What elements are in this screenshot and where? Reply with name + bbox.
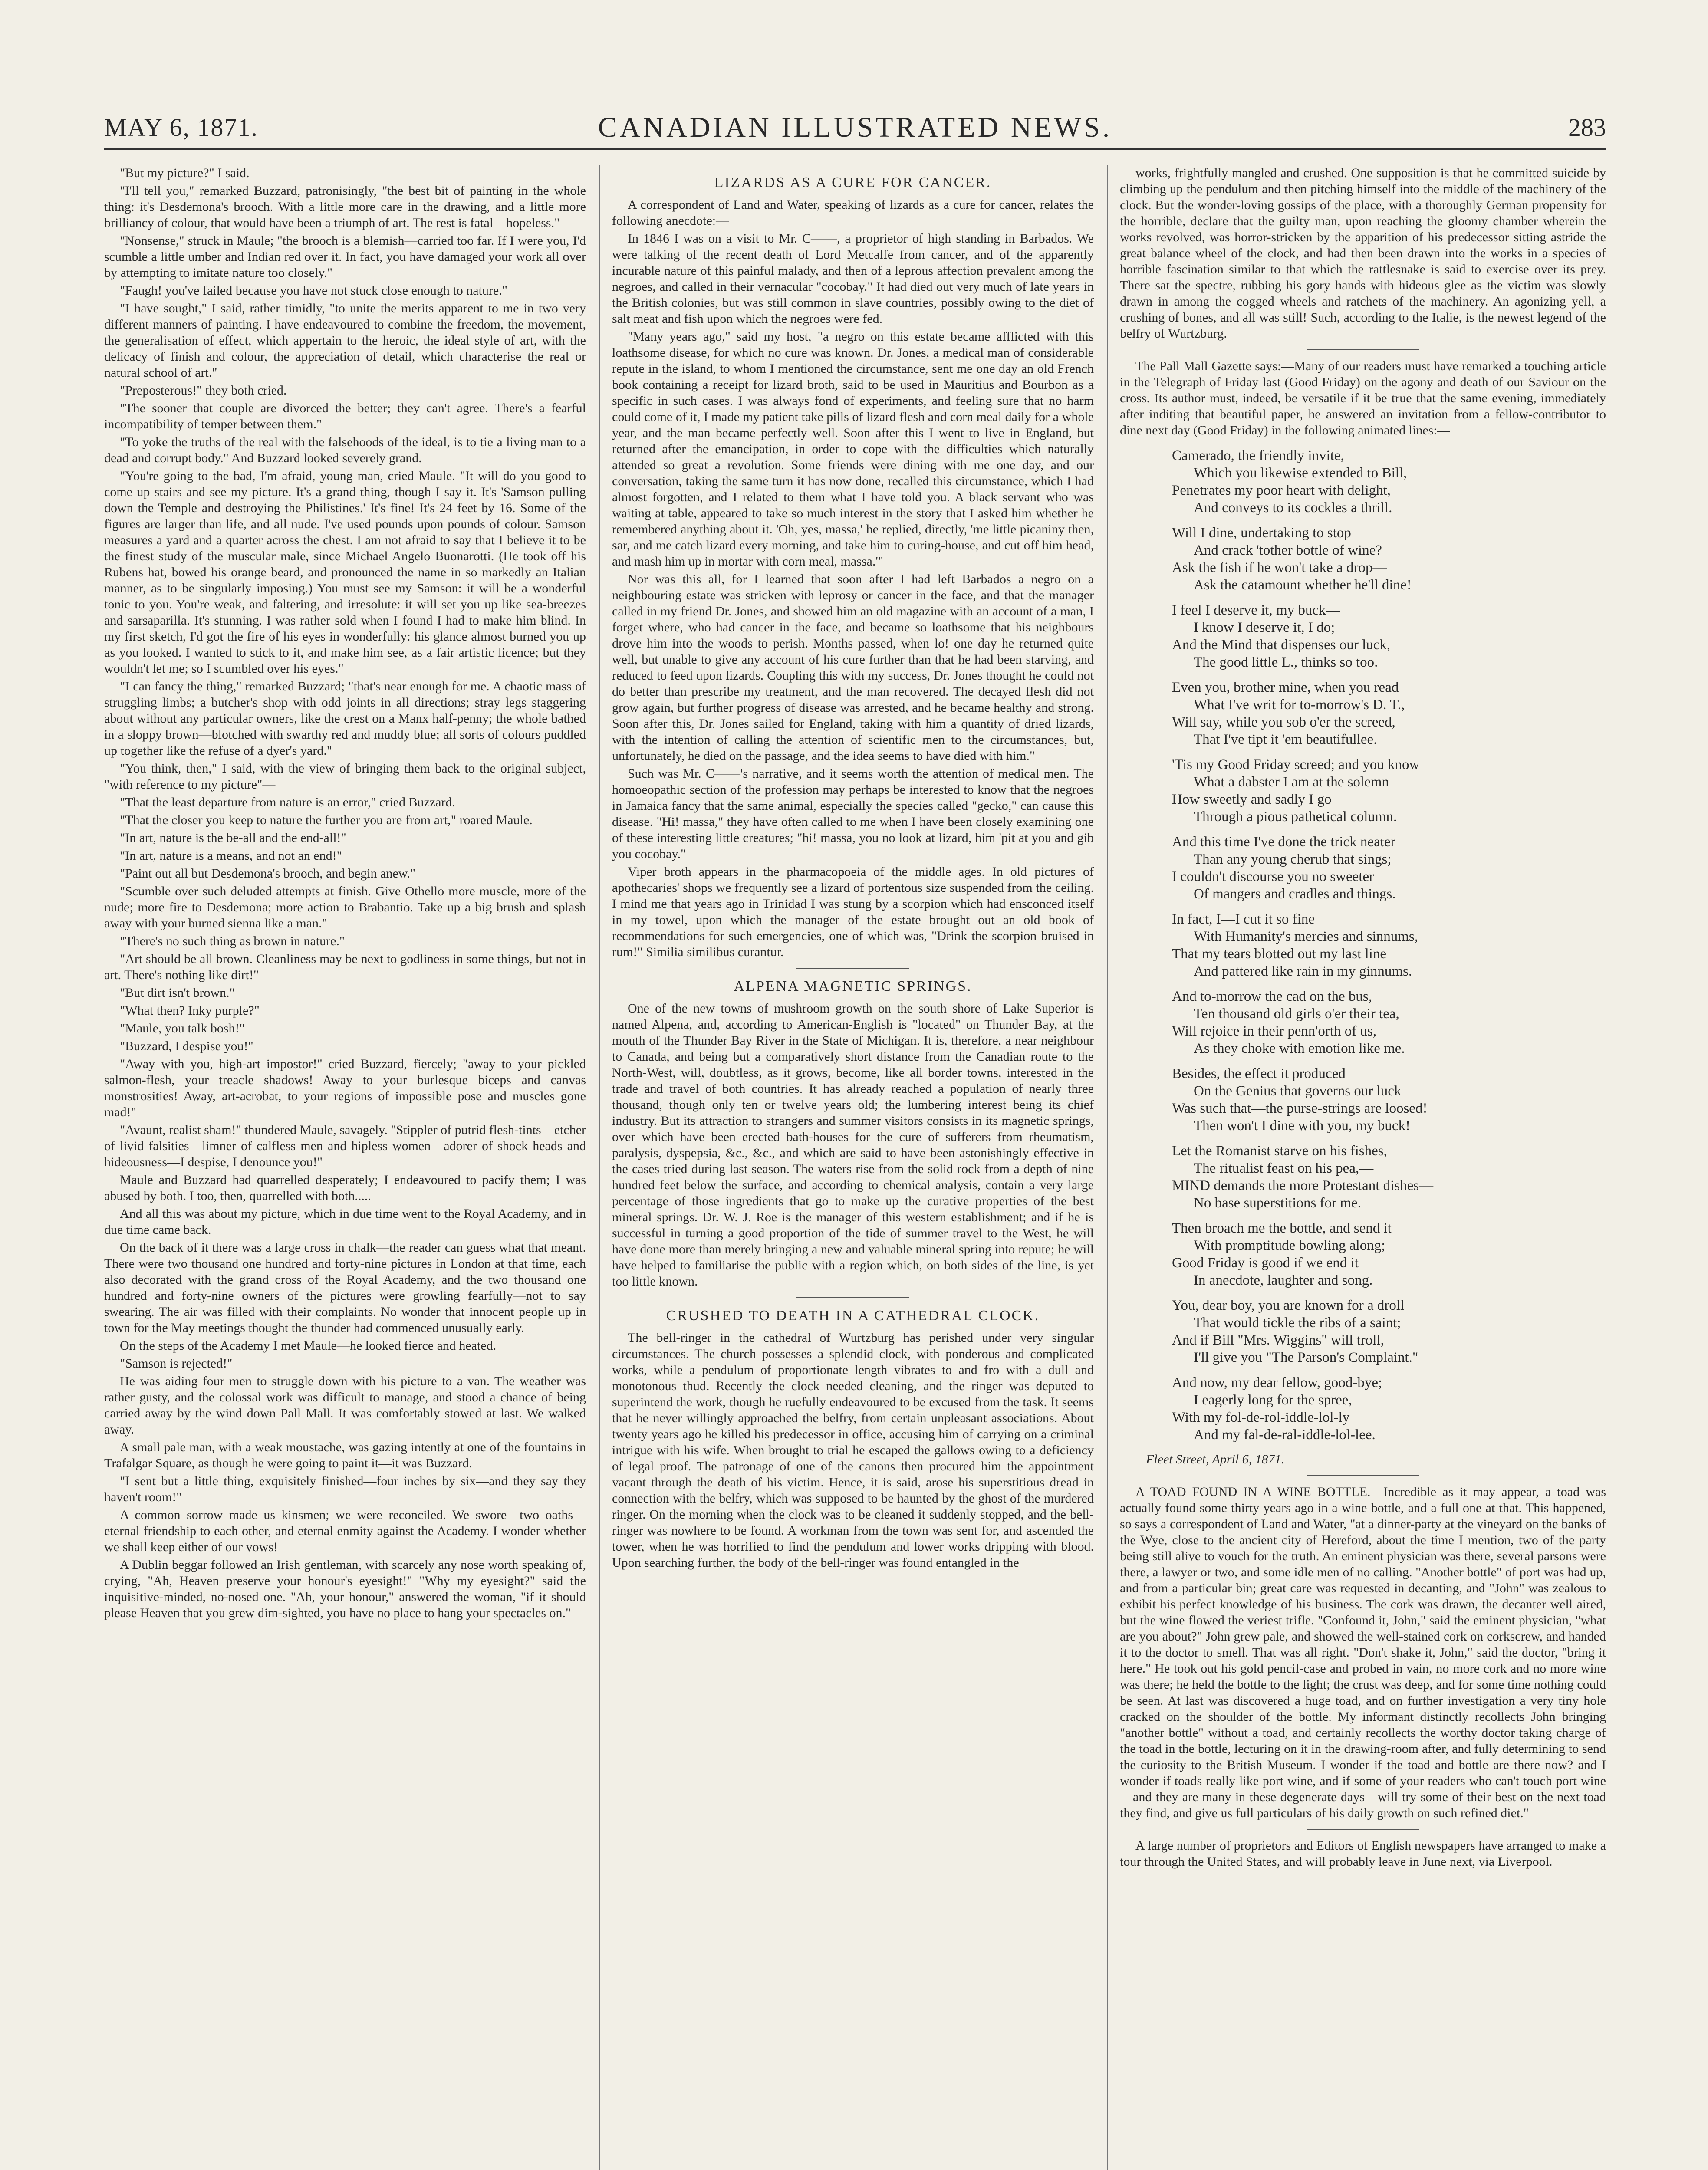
clock-article-continued: [1120, 165, 1606, 342]
poem-stanza: [1172, 1065, 1606, 1134]
story-art-critics: [104, 165, 586, 1621]
paragraph: "But dirt isn't brown.": [120, 986, 235, 1000]
paragraph: "I sent but a little thing, exquisitely finished—four inches by six—and they say they haven't room!": [104, 1474, 586, 1504]
page-number: 283: [1568, 113, 1606, 141]
paragraph: A correspondent of Land and Water, speaking of lizards as a cure for cancer, relates the following anecdote:—: [612, 197, 1094, 228]
poem-line: And my fal-de-ral-iddle-lol-lee.: [1194, 1427, 1376, 1443]
poem-line: And crack 'tother bottle of wine?: [1194, 542, 1382, 558]
paragraph: A Dublin beggar followed an Irish gentleman, with scarcely any nose worth speaking of, crying, "Ah, Heaven preserve your honour's eyesight!" "Why my eyesight?" said the inquisitive-minded, no-nosed one. "Ah, your honour," answered the woman, "if it should please Heaven that you grew dim-sighted, you have no place to hang your spectacles on.": [104, 1558, 586, 1620]
poem-line: And this time I've done the trick neater: [1172, 834, 1395, 850]
poem-stanza: [1172, 1297, 1606, 1366]
poem-line: That would tickle the ribs of a saint;: [1194, 1315, 1401, 1331]
paragraph: "I can fancy the thing," remarked Buzzard; "that's near enough for me. A chaotic mass of struggling limbs; a butcher's shop with odd joints in all directions; stray legs staggering about without any particular owners, like the crest on a Manx half-penny; the whole bathed in a sloppy brown—blotched with swarthy red and muddy blue; all sorts of colours puddled up together like the refuse of a dyer's yard.": [104, 679, 586, 758]
poem-line: With Humanity's mercies and sinnums,: [1194, 929, 1418, 944]
poem-line: Ask the fish if he won't take a drop—: [1172, 560, 1387, 575]
paragraph: He was aiding four men to struggle down with his picture to a van. The weather was rather gusty, and the colossal work was difficult to manage, and stood a chance of being carried away by the wind down Pall Mall. It was comfortably stowed at last. We walked away.: [104, 1374, 586, 1437]
poem-line: Will I dine, undertaking to stop: [1172, 525, 1351, 541]
alpena-article: [612, 1000, 1094, 1289]
editors-notice: [1120, 1838, 1606, 1870]
paragraph: "In art, nature is the be-all and the end-all!": [120, 831, 346, 845]
poem-stanza: [1172, 1374, 1606, 1443]
poem-line: How sweetly and sadly I go: [1172, 792, 1332, 807]
issue-date: MAY 6, 1871.: [104, 113, 258, 141]
pall-mall-article: [1120, 358, 1606, 438]
paragraph: A large number of proprietors and Editors of English newspapers have arranged to make a tour through the United States, and will probably leave in June next, via Liverpool.: [1120, 1838, 1606, 1869]
paragraph: "Many years ago," said my host, "a negro on this estate became afflicted with this loathsome disease, for which no cure was known. Dr. Jones, a medical man of considerable repute in the island, to whom I mentioned the circumstance, sent me one day an old French book containing a receipt for lizard broth, said to be used in Mauritius and Bourbon as a specific in such cases. I was always fond of experiments, and feeling sure that no harm could come of it, I made my patient take pills of lizard flesh and corn meal daily for a whole year, and the man became perfectly well. Soon after this I went to live in England, but returned after the emancipation, in order to cope with the difficulties which naturally attended so great a revolution. Some friends were dining with me one day, and our conversation, taking the same turn it has now done, recalled this circumstance, which I had almost forgotten, and I related to them what I have told you. A black servant who was waiting at table, appeared to take so much interest in the story that I asked him whether he remembered anything about it. 'Oh, yes, massa,' he replied, directly, 'me little picaniny then, sar, and me catch lizard every morning, and take him to curing-house, and cut off him head, and mash him up in mortar with corn meal, massa.'": [612, 329, 1094, 569]
poem-line: Through a pious pathetical column.: [1194, 809, 1397, 825]
poem-line: Let the Romanist starve on his fishes,: [1172, 1143, 1387, 1159]
paragraph: On the back of it there was a large cross in chalk—the reader can guess what that meant. There were two thousand one hundred and forty-nine pictures in London at that time, each also decorated with the grand cross of the Royal Academy, and the two thousand one hundred and forty-nine owners of the pictures were growling fearfully—not to say swearing. The air was filled with their complaints. No wonder that innocent people up in town for the May meetings thought the thunder had commenced unusually early.: [104, 1240, 586, 1335]
paragraph: And all this was about my picture, which in due time went to the Royal Academy, and in due time came back.: [104, 1207, 586, 1237]
poem-line: And pattered like rain in my ginnums.: [1194, 963, 1412, 979]
paragraph: "In art, nature is a means, and not an end!": [120, 848, 342, 863]
poem-line: I'll give you "The Parson's Complaint.": [1194, 1350, 1418, 1365]
lizards-article: [612, 197, 1094, 960]
poem-stanza: [1172, 756, 1606, 825]
poem-stanza: [1172, 1220, 1606, 1289]
poem-line: Penetrates my poor heart with delight,: [1172, 483, 1391, 498]
poem-line: No base superstitions for me.: [1194, 1195, 1361, 1211]
paragraph: One of the new towns of mushroom growth on the south shore of Lake Superior is named Alpena, and, according to American-English is "located" on Thunder Bay, at the mouth of the Thunder Bay River in the State of Michigan. It is, therefore, a near neighbour to Canada, and being but a comparatively short distance from the Canadian route to the North-West, will, doubtless, as it grows, become, like all border towns, interested in the trade and travel of both countries. It has already reached a population of nearly three thousand, though only ten or twelve years old; the lumbering interest being its chief industry. But its attraction to strangers and summer visitors consists in its magnetic springs, over which have been erected bath-houses for the cure of sufferers from rheumatism, paralysis, dyspepsia, &c., &c., and which are said to have been astonishingly effective in the cases tried during last season. The waters rise from the solid rock from a depth of nine hundred feet below the surface, and according to chemical analysis, contain a very large percentage of those ingredients that go to make up the curative properties of the best mineral springs. Dr. W. J. Roe is the manager of this western establishment; and if he is successful in turning a good proportion of the tide of summer travel to the West, he will have done more than merely bringing a new and valuable mineral spring into repute; he will have helped to familiarise the public with a region which, on both sides of the line, is yet too little known.: [612, 1001, 1094, 1289]
paragraph: Such was Mr. C——'s narrative, and it seems worth the attention of medical men. The homoeopathic section of the profession may perhaps be interested to know that the negroes in Jamaica fancy that the same animal, especially the species called "gecko," can cause this disease. "Hi! massa," they have often called to me when I have been closely examining one of these interesting little creatures; "hi! massa, you no look at lizard, him 'pit at you and gib you cocobay.": [612, 766, 1094, 861]
paragraph: "That the least departure from nature is an error," cried Buzzard.: [120, 795, 455, 809]
poem-line: With promptitude bowling along;: [1194, 1238, 1385, 1253]
poem-line: In fact, I—I cut it so fine: [1172, 911, 1315, 927]
divider: [1307, 1829, 1419, 1830]
poem-stanza: [1172, 1142, 1606, 1212]
poem-line: And if Bill "Mrs. Wiggins" will troll,: [1172, 1332, 1384, 1348]
paragraph: "But my picture?" I said.: [120, 166, 250, 180]
paragraph: works, frightfully mangled and crushed. One supposition is that he committed suicide by climbing up the pendulum and then pitching himself into the middle of the machinery of the clock. But the wonder-loving gossips of the place, with a thoroughly German propensity for the horrible, declare that the guilty man, upon reaching the gloomy chamber wherein the works revolved, was horror-stricken by the apparition of his predecessor sitting astride the great balance wheel of the clock, and had then been drawn into the works in a species of horrible fascination similar to that which the rattlesnake is said to exercise over its prey. There sat the spectre, rubbing his gory hands with hideous glee as the victim was slowly drawn in among the cogged wheels and ratchets of the machinery. An agonizing yell, a crushing of bones, and all was still! Such, according to the Italie, is the newest legend of the belfry of Wurtzburg.: [1120, 166, 1606, 341]
paragraph: "You think, then," I said, with the view of bringing them back to the original subject, "with reference to my picture"—: [104, 761, 586, 792]
poem-line: And the Mind that dispenses our luck,: [1172, 637, 1391, 653]
paragraph: "Buzzard, I despise you!": [120, 1039, 253, 1053]
paragraph: The Pall Mall Gazette says:—Many of our readers must have remarked a touching article in the Telegraph of Friday last (Good Friday) on the agony and death of our Saviour on the cross. Its author must, indeed, be versatile if it be true that the same evening, immediately after inditing that beautiful paper, he answered an invitation from a fellow-contributor to dine next day (Good Friday) in the following animated lines:—: [1120, 359, 1606, 437]
poem-line: Then broach me the bottle, and send it: [1172, 1220, 1392, 1236]
poem-line: Then won't I dine with you, my buck!: [1194, 1118, 1411, 1134]
poem-signature: Fleet Street, April 6, 1871.: [1146, 1452, 1285, 1466]
paragraph: "Paint out all but Desdemona's brooch, and begin anew.": [120, 866, 416, 881]
poem-line: And conveys to its cockles a thrill.: [1194, 500, 1392, 516]
paragraph: "Preposterous!" they both cried.: [120, 383, 287, 398]
paragraph: "You're going to the bad, I'm afraid, young man, cried Maule. "It will do you good to come up stairs and see my picture. It's a grand thing, though I say it. It's 'Samson pulling down the Temple and destroying the Philistines.' It's fine! It's 24 feet by 16. Some of the figures are larger than life, and all nude. I've used pounds upon pounds of colour. Samson measures a yard and a quarter across the chest. I am not afraid to say that I believe it to be the finest study of the muscular male, since Michael Angelo Buonarotti. (He took off his Rubens hat, bowed his orange beard, and pronounced the name in so markedly an Italian manner, as to be singularly imposing.) You must see my Samson: it will be a wonderful tonic to you. You're weak, and faltering, and irresolute: it will set you up like sea-breezes and sarsaparilla. It's stunning. I was rather sold when I found I had to make him blind. In my first sketch, I'd got the fire of his eyes in wonderfully: his glance almost burned you up as you looked. I wanted to stick to it, and make him see, as a fair artistic licence; but they wouldn't let me; so I scumbled over his eyes.": [104, 469, 586, 676]
poem-line: Which you likewise extended to Bill,: [1194, 465, 1407, 481]
paragraph: A common sorrow made us kinsmen; we were reconciled. We swore—two oaths—eternal friendship to each other, and eternal enmity against the Academy. I wonder whether we shall keep either of our vows!: [104, 1508, 586, 1554]
clock-article: [612, 1330, 1094, 1571]
poem-line: With my fol-de-rol-iddle-lol-ly: [1172, 1410, 1350, 1425]
divider: [796, 968, 909, 969]
poem-line: 'Tis my Good Friday screed; and you know: [1172, 757, 1420, 773]
paragraph: "Samson is rejected!": [120, 1356, 233, 1371]
paragraph: "That the closer you keep to nature the further you are from art," roared Maule.: [120, 813, 533, 827]
poem-line: Ask the catamount whether he'll dine!: [1194, 577, 1412, 593]
poem-line: I eagerly long for the spree,: [1194, 1392, 1352, 1408]
poem-line: On the Genius that governs our luck: [1194, 1083, 1402, 1099]
paragraph: A TOAD FOUND IN A WINE BOTTLE.—Incredible as it may appear, a toad was actually found some thirty years ago in a wine bottle, and a full one at that. This happened, so says a correspondent of Land and Water, "at a dinner-party at the vineyard on the banks of the Wye, close to the ancient city of Hereford, about the time I mention, two of the party being still alive to vouch for the truth. An eminent physician was there, several parsons were there, a lawyer or two, and some idle men of no calling. "Another bottle" of port was had up, and from a particular bin; great care was requested in decanting, and "John" was zealous to exhibit his perfect knowledge of his business. The cork was drawn, the decanter well aired, but the wine flowed the veriest trifle. "Confound it, John," said the eminent physician, "what are you about?" John grew pale, and showed the well-stained cork on corkscrew, and handed it to the doctor to smell. That was all right. "Don't shake it, John," said the doctor, "bring it here." He took out his gold pencil-case and probed in vain, no more cork and no more wine was there; he held the bottle to the light; the crust was deep, and for some time nothing could be seen. At last was discovered a huge toad, and on further investigation a very tiny hole cracked on the shoulder of the bottle. My informant distinctly recollects John bringing "another bottle" without a toad, and certainly recollects the worthy doctor taking charge of the toad in the bottle, lecturing on it in the drawing-room after, and fully determining to send the curiosity to the British Museum. I wonder if the toad and bottle are there now? and I wonder if toads really like port wine, and if some of your readers who can't touch port wine—and they are many in these degenerate days—will try some of their best on the next toad they find, and give us full particulars of his daily growth on such refined diet.": [1120, 1485, 1606, 1820]
poem-line: Was such that—the purse-strings are loosed!: [1172, 1101, 1428, 1116]
paragraph: "There's no such thing as brown in nature.": [120, 934, 345, 948]
poem-line: Ten thousand old girls o'er their tea,: [1194, 1006, 1399, 1022]
clock-heading: CRUSHED TO DEATH IN A CATHEDRAL CLOCK.: [666, 1308, 1040, 1324]
poem-stanza: [1172, 833, 1606, 903]
paragraph: In 1846 I was on a visit to Mr. C——, a proprietor of high standing in Barbados. We were talking of the recent death of Lord Metcalfe from cancer, and of the apparently incurable nature of this painful malady, and then of a leprous affection prevalent among the negroes, and called in their vernacular "cocobay." It had died out very much of late years in the British colonies, but was still common in slave countries, possibly owing to the diet of salt meat and fish upon which the negroes were fed.: [612, 231, 1094, 326]
poem-line: Will rejoice in their penn'orth of us,: [1172, 1023, 1377, 1039]
poem-line: I feel I deserve it, my buck—: [1172, 602, 1340, 618]
poem-line: In anecdote, laughter and song.: [1194, 1272, 1373, 1288]
paragraph: "What then? Inky purple?": [120, 1003, 260, 1018]
paragraph: "To yoke the truths of the real with the falsehoods of the ideal, is to tie a living man to a dead and corrupt body." And Buzzard looked severely grand.: [104, 435, 586, 465]
paragraph: "Avaunt, realist sham!" thundered Maule, savagely. "Stippler of putrid flesh-tints—etcher of livid falsities—limner of calfless men and hipless women—adorer of shock heads and hideousness—I despise, I denounce you!": [104, 1123, 586, 1169]
paragraph: Maule and Buzzard had quarrelled desperately; I endeavoured to pacify them; I was abused by both. I too, then, quarrelled with both.....: [104, 1173, 586, 1203]
paragraph: "Nonsense," struck in Maule; "the brooch is a blemish—carried too far. If I were you, I'd scumble a little umber and Indian red over it. In fact, you have damaged your work all over by attempting to imitate nature too closely.": [104, 233, 586, 280]
poem-line: Will say, while you sob o'er the screed,: [1172, 714, 1395, 730]
poem-line: That my tears blotted out my last line: [1172, 946, 1386, 962]
poem: [1172, 447, 1606, 1443]
poem-line: MIND demands the more Protestant dishes—: [1172, 1178, 1434, 1194]
poem-line: Camerado, the friendly invite,: [1172, 448, 1344, 464]
column-2: [612, 165, 1094, 2170]
poem-stanza: [1172, 911, 1606, 980]
poem-stanza: [1172, 524, 1606, 594]
poem-line: The ritualist feast on his pea,—: [1194, 1161, 1374, 1176]
page-header: [104, 108, 1606, 150]
column-1: [104, 165, 586, 2170]
poem-line: Than any young cherub that sings;: [1194, 852, 1392, 867]
poem-line: I know I deserve it, I do;: [1194, 620, 1335, 635]
masthead-title: CANADIAN ILLUSTRATED NEWS.: [598, 112, 1112, 143]
divider: [796, 1297, 909, 1298]
column-divider: [1107, 165, 1108, 2170]
alpena-heading: ALPENA MAGNETIC SPRINGS.: [734, 978, 972, 994]
lizards-heading: LIZARDS AS A CURE FOR CANCER.: [714, 174, 992, 191]
toad-article: [1120, 1484, 1606, 1821]
poem-stanza: [1172, 447, 1606, 516]
divider: [1307, 349, 1419, 350]
paragraph: On the steps of the Academy I met Maule—he looked fierce and heated.: [120, 1338, 497, 1353]
poem-line: And to-morrow the cad on the bus,: [1172, 989, 1372, 1004]
poem-line: That I've tipt it 'em beautifullee.: [1194, 732, 1377, 747]
poem-line: Good Friday is good if we end it: [1172, 1255, 1359, 1271]
poem-line: Even you, brother mine, when you read: [1172, 680, 1399, 695]
paragraph: "Scumble over such deluded attempts at finish. Give Othello more muscle, more of the nude; more fire to Desdemona; more action to Brabantio. Take up a big brush and splash away with your burned sienna like a man.": [104, 884, 586, 930]
poem-line: The good little L., thinks so too.: [1194, 654, 1378, 670]
column-divider: [599, 165, 600, 2170]
paragraph: "Faugh! you've failed because you have not stuck close enough to nature.": [120, 283, 507, 298]
paragraph: "Maule, you talk bosh!": [120, 1021, 245, 1036]
poem-stanza: [1172, 679, 1606, 748]
paragraph: "The sooner that couple are divorced the better; they can't agree. There's a fearful incompatibility of temper between them.": [104, 401, 586, 431]
poem-line: You, dear boy, you are known for a droll: [1172, 1298, 1405, 1313]
poem-line: I couldn't discourse you no sweeter: [1172, 869, 1374, 884]
paragraph: "Art should be all brown. Cleanliness may be next to godliness in some things, but not in art. There's nothing like dirt!": [104, 952, 586, 982]
paragraph: The bell-ringer in the cathedral of Wurtzburg has perished under very singular circumstances. The church possesses a splendid clock, with ponderous and complicated works, while a pendulum of proportionate length vibrates to and fro with a dull and monotonous thud. Recently the clock needed cleaning, and the ringer was deputed to superintend the work, though he ruefully endeavoured to be excused from the task. It seems that he never willingly approached the belfry, from certain unpleasant associations. About twenty years ago he killed his predecessor in office, accusing him of carrying on a criminal intrigue with his wife. When brought to trial he escaped the gallows owing to a deficiency of legal proof. The patronage of one of the canons then procured him the appointment vacant through the death of his victim. Hence, it is said, arose his superstitious dread in connection with the belfry, which was supposed to be haunted by the ghost of the murdered ringer. On the morning when the clock was to be cleaned it suddenly stopped, and the bell-ringer was nowhere to be found. A workman from the town was sent for, and ascended the tower, when he was horrified to find the pendulum and lower works dripping with blood. Upon searching further, the body of the bell-ringer was found entangled in the: [612, 1331, 1094, 1570]
poem-line: Of mangers and cradles and things.: [1194, 886, 1396, 902]
paragraph: "Away with you, high-art impostor!" cried Buzzard, fiercely; "away to your pickled salmon-flesh, your treacle shadows! Away to your burlesque biceps and canvas monstrosities! Away, art-acrobat, to your regions of impossible pose and muscles gone mad!": [104, 1057, 586, 1119]
paragraph: "I have sought," I said, rather timidly, "to unite the merits apparent to me in two very different manners of painting. I have endeavoured to combine the freedom, the movement, the generalisation of effect, which appertain to the heroic, the ideal style of art, with the delicacy of finish and colour, the appreciation of detail, which characterise the real or natural school of art.": [104, 301, 586, 380]
poem-line: What I've writ for to-morrow's D. T.,: [1194, 697, 1405, 713]
paragraph: Nor was this all, for I learned that soon after I had left Barbados a negro on a neighbouring estate was stricken with leprosy or cancer in the face, and that the manager called in my friend Dr. Jones, and showed him an old magazine with an account of a man, I forget where, who had cancer in the face, and became so loathsome that his neighbours drove him into the woods to perish. Months passed, when lo! one day he returned quite well, but unable to give any account of his cure further than that he had been starving, and reduced to feed upon lizards. Coupling this with my success, Dr. Jones thought he could not do better than prescribe my treatment, and the man recovered. The decayed flesh did not grow again, but further progress of disease was arrested, and he became healthy and strong. Soon after this, Dr. Jones sailed for England, taking with him a quantity of dried lizards, with the intention of calling the attention of scientific men to the circumstances, but, unfortunately, he died on the passage, and the idea seems to have died with him.": [612, 572, 1094, 763]
paragraph: A small pale man, with a weak moustache, was gazing intently at one of the fountains in Trafalgar Square, as though he were going to paint it—it was Buzzard.: [104, 1440, 586, 1470]
poem-line: What a dabster I am at the solemn—: [1194, 774, 1403, 790]
poem-stanza: [1172, 602, 1606, 671]
divider: [1307, 1475, 1419, 1476]
poem-line: Besides, the effect it produced: [1172, 1066, 1346, 1082]
paragraph: "I'll tell you," remarked Buzzard, patronisingly, "the best bit of painting in the whole thing: it's Desdemona's brooch. With a little more care in the drawing, and a little more brilliancy of colour, that would have been a triumph of art. The rest is fatal—hopeless.": [104, 184, 586, 230]
poem-line: And now, my dear fellow, good-bye;: [1172, 1375, 1382, 1391]
column-3: [1120, 165, 1606, 2170]
poem-line: As they choke with emotion like me.: [1194, 1041, 1405, 1056]
poem-stanza: [1172, 988, 1606, 1057]
paragraph: Viper broth appears in the pharmacopoeia of the middle ages. In old pictures of apothecaries' shops we frequently see a lizard of portentous size suspended from the ceiling. I mind me that years ago in Trinidad I was stung by a scorpion which had ensconced itself in my towel, upon which the manager of the estate brought out an old book of recommendations for such emergencies, one of which was, "Drink the scorpion bruised in rum!" Similia similibus curantur.: [612, 865, 1094, 959]
